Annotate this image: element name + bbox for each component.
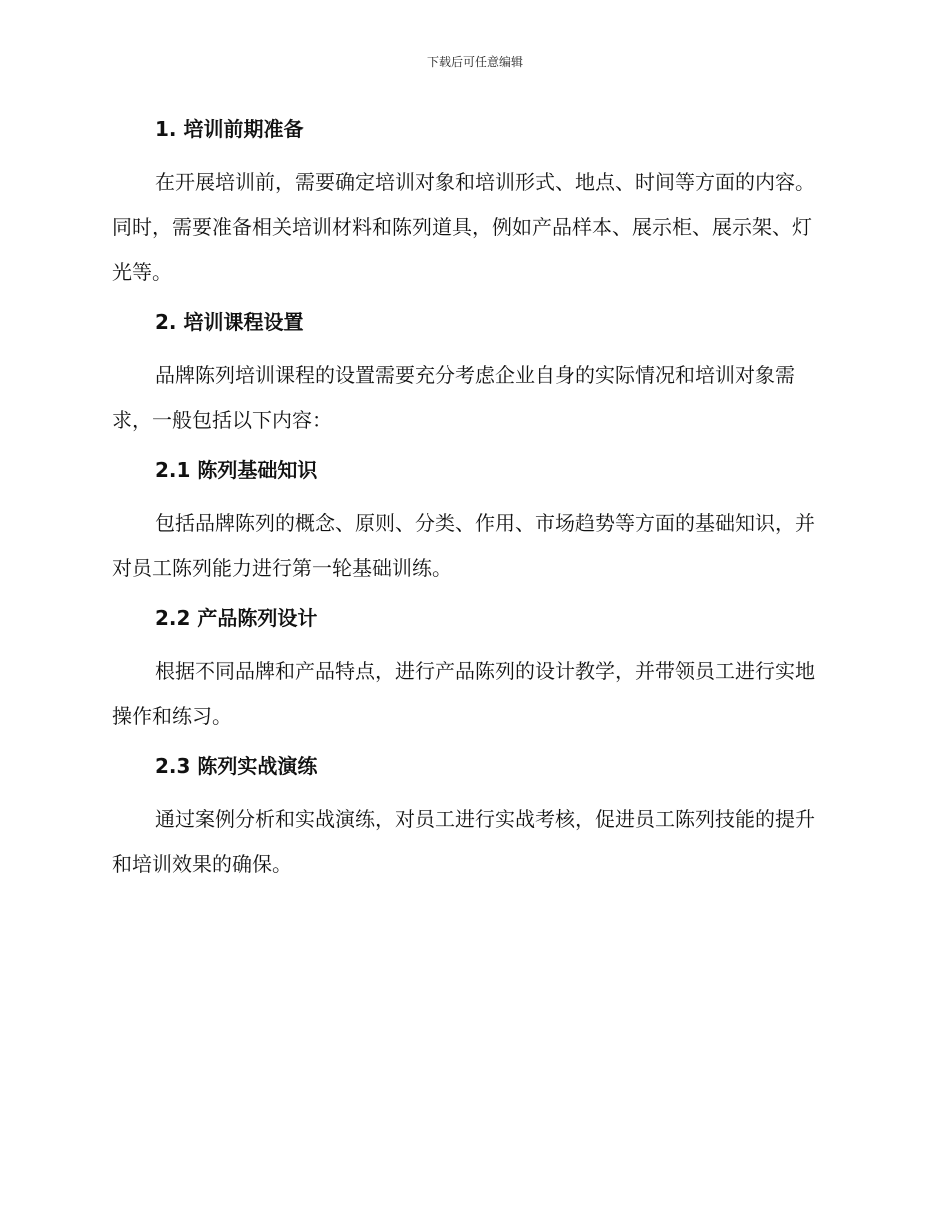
document-body xyxy=(112,112,830,897)
section-heading-practice: 2.3 陈列实战演练 xyxy=(155,754,318,778)
section-heading-design: 2.2 产品陈列设计 xyxy=(155,606,318,630)
section-paragraph-course: 品牌陈列培训课程的设置需要充分考虑企业自身的实际情况和培训对象需求，一般包括以下内容： xyxy=(112,363,795,432)
section-heading-prep: 1. 培训前期准备 xyxy=(155,117,304,141)
page-header-note: 下载后可任意编辑 xyxy=(426,55,523,69)
section-paragraph-design: 根据不同品牌和产品特点，进行产品陈列的设计教学，并带领员工进行实地操作和练习。 xyxy=(112,659,815,728)
section-paragraph-basics: 包括品牌陈列的概念、原则、分类、作用、市场趋势等方面的基础知识，并对员工陈列能力进行第一轮基础训练。 xyxy=(112,511,815,580)
section-heading-basics: 2.1 陈列基础知识 xyxy=(155,458,318,482)
section-paragraph-practice: 通过案例分析和实战演练，对员工进行实战考核，促进员工陈列技能的提升和培训效果的确保。 xyxy=(112,807,815,876)
section-paragraph-prep: 在开展培训前，需要确定培训对象和培训形式、地点、时间等方面的内容。同时，需要准备相关培训材料和陈列道具，例如产品样本、展示柜、展示架、灯光等。 xyxy=(112,170,815,284)
section-heading-course: 2. 培训课程设置 xyxy=(155,310,304,334)
